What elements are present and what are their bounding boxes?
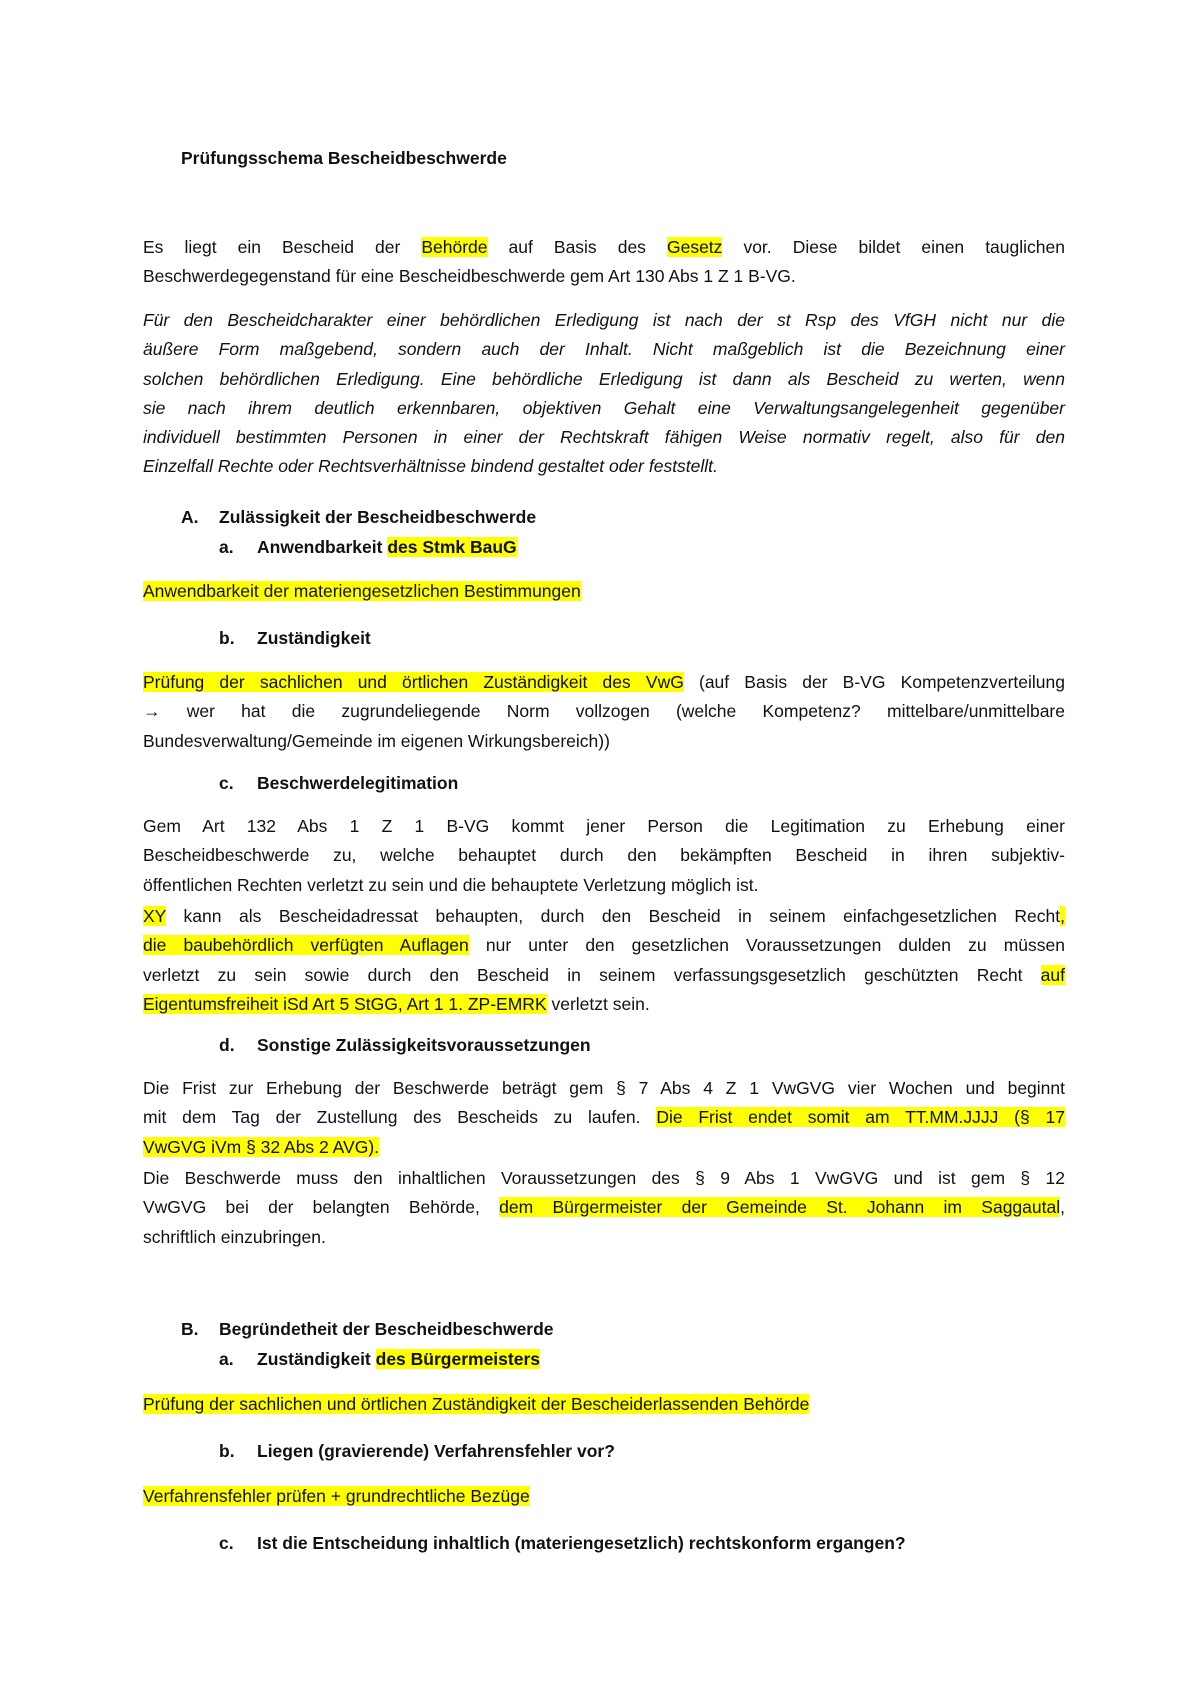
section-a-c-p2: XY kann als Bescheidadressat behaupten, durch den Bescheid in seinem einfachgesetzlichen Recht, die baubehördlich verfügten Auflagen nur unter den gesetzlichen Voraussetzungen dulden zu müssen verletzt zu sein sowie durch den Bescheid in seinem verfassungsgesetzlich geschützten Recht auf Eigentumsfreiheit iSd Art 5 StGG, Art 1 1. ZP-EMRK verletzt sein. — [143, 906, 1065, 1014]
page-title-text: Prüfungsschema Bescheidbeschwerde — [181, 148, 507, 168]
section-a-d-p2: Die Beschwerde muss den inhaltlichen Voraussetzungen des § 9 Abs 1 VwGVG und ist gem § 12 VwGVG bei der belangten Behörde, dem Bürgermeister der Gemeinde St. Johann im Saggautal, schriftlich einzubringen. — [143, 1168, 1065, 1247]
section-a — [143, 502, 1065, 562]
section-a-c-p1: Gem Art 132 Abs 1 Z 1 B-VG kommt jener Person die Legitimation zu Erhebung einer Bescheidbeschwerde zu, welche behauptet durch den bekämpften Bescheid in ihren subjektiv- öffentlichen Rechten verletzt zu sein und die behauptete Verletzung möglich ist. — [143, 816, 1065, 895]
quote-paragraph — [143, 306, 1065, 482]
intro-line-2: Beschwerdegegenstand für eine Bescheidbeschwerde gem Art 130 Abs 1 Z 1 B-VG. — [143, 266, 796, 287]
section-a-c — [143, 768, 1065, 798]
quote-line: Einzelfall Rechte oder Rechtsverhältnisse bindend gestaltet oder feststellt. — [143, 456, 718, 477]
section-b-a-heading: a. Zuständigkeit des Bürgermeisters — [219, 1349, 541, 1369]
section-b — [143, 1314, 1065, 1374]
section-b-b-body: Verfahrensfehler prüfen + grundrechtliche Bezüge — [143, 1486, 530, 1506]
section-b-b — [143, 1436, 1065, 1466]
quote-line: Für den Bescheidcharakter einer behördlichen Erledigung ist nach der st Rsp des VfGH nicht nur die — [143, 310, 1065, 330]
section-b-c — [143, 1528, 1065, 1558]
section-a-b — [143, 623, 1065, 653]
section-b-a-body: Prüfung der sachlichen und örtlichen Zuständigkeit der Bescheiderlassenden Behörde — [143, 1394, 810, 1414]
quote-line: solchen behördlichen Erledigung. Eine behördliche Erledigung ist dann als Bescheid zu werten, wenn — [143, 368, 1065, 389]
section-b-heading: B. Begründetheit der Bescheidbeschwerde — [181, 1319, 554, 1339]
section-a-d-p1: Die Frist zur Erhebung der Beschwerde beträgt gem § 7 Abs 4 Z 1 VwGVG vier Wochen und beginnt mit dem Tag der Zustellung des Bescheids zu laufen. Die Frist endet somit am TT.MM.JJJJ (§ 17 VwGVG iVm § 32 Abs 2 AVG). — [143, 1078, 1065, 1157]
page-title — [143, 144, 1065, 173]
section-a-d-heading: d. Sonstige Zulässigkeitsvoraussetzungen — [219, 1035, 591, 1055]
intro-paragraph — [143, 233, 1065, 292]
highlight-law-name: des Stmk BauG — [387, 537, 517, 557]
intro-line-1: Es liegt ein Bescheid der Behörde auf Basis des Gesetz vor. Diese bildet einen tauglichen — [143, 237, 1065, 257]
highlight-authority: Behörde — [421, 237, 488, 257]
section-b-c-heading: c. Ist die Entscheidung inhaltlich (materiengesetzlich) rechtskonform ergangen? — [219, 1533, 906, 1553]
section-a-b-body: Prüfung der sachlichen und örtlichen Zuständigkeit des VwG (auf Basis der B-VG Kompetenzverteilung → wer hat die zugrundeliegende Norm vollzogen (welche Kompetenz? mittelbare/unmittelbare Bundesverwaltung/Gemeinde im eigenen Wirkungsbereich)) — [143, 672, 1065, 751]
section-a-a-body: Anwendbarkeit der materiengesetzlichen Bestimmungen — [143, 581, 581, 601]
quote-line: äußere Form maßgebend, sondern auch der Inhalt. Nicht maßgeblich ist die Bezeichnung einer — [143, 339, 1065, 360]
section-a-a-heading: a. Anwendbarkeit des Stmk BauG — [219, 537, 517, 557]
highlight-law: Gesetz — [666, 237, 723, 257]
arrow-right-icon: → — [143, 701, 161, 722]
section-a-b-heading: b. Zuständigkeit — [219, 628, 371, 648]
section-a-heading: A. Zulässigkeit der Bescheidbeschwerde — [181, 507, 537, 527]
section-a-c-heading: c. Beschwerdelegitimation — [219, 773, 459, 793]
section-a-d — [143, 1030, 1065, 1060]
quote-line: individuell bestimmten Personen in einer der Rechtskraft fähigen Weise normativ regelt, also für den — [143, 427, 1065, 448]
section-b-b-heading: b. Liegen (gravierende) Verfahrensfehler vor? — [219, 1441, 615, 1461]
quote-line: sie nach ihrem deutlich erkennbaren, objektiven Gehalt eine Verwaltungsangelegenheit gegenüber — [143, 397, 1065, 418]
